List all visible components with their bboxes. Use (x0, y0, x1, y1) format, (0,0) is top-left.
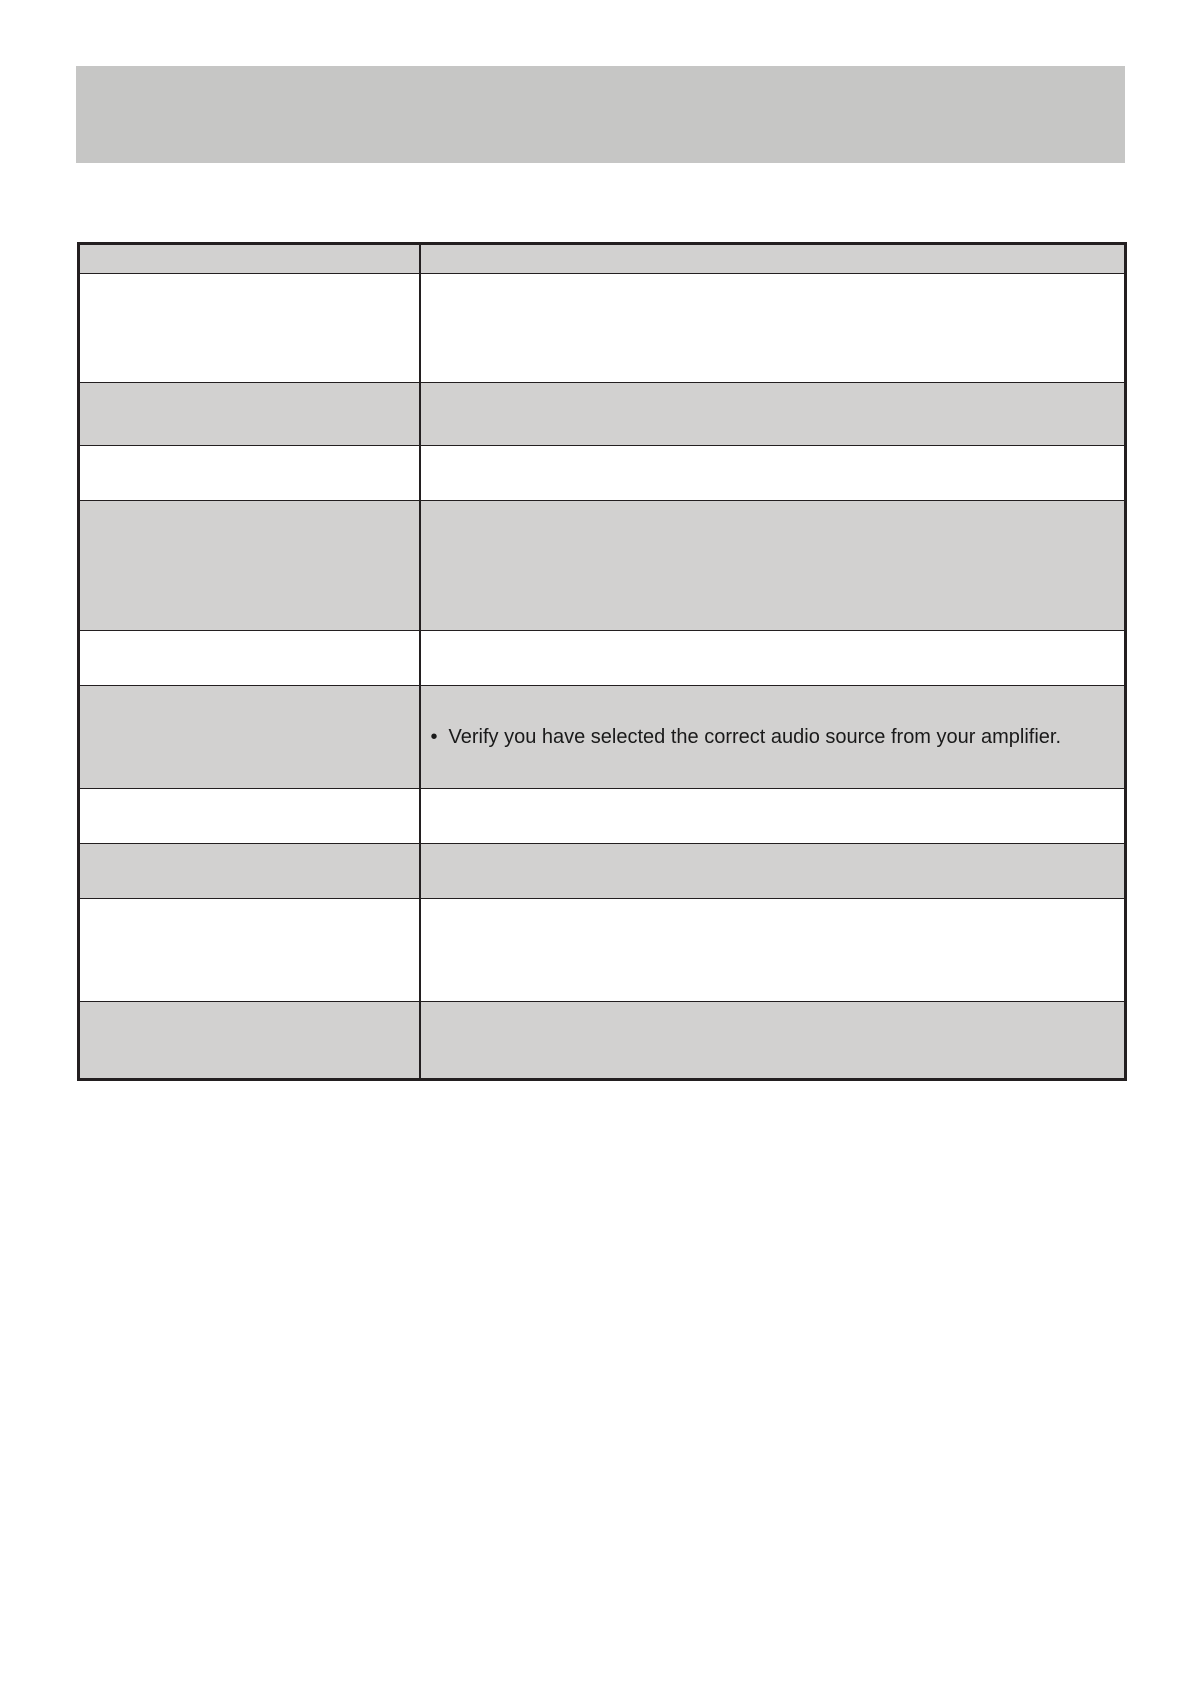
solution-cell (420, 686, 1126, 789)
problem-cell (79, 446, 420, 501)
table-row (79, 274, 1126, 383)
table-row (79, 899, 1126, 1002)
problem-column-header (79, 244, 420, 274)
solution-cell (420, 274, 1126, 383)
solution-column-header (420, 244, 1126, 274)
troubleshooting-table (77, 242, 1127, 1081)
problem-cell (79, 686, 420, 789)
problem-cell (79, 631, 420, 686)
table-header-row (79, 244, 1126, 274)
solution-cell (420, 446, 1126, 501)
table-row (79, 686, 1126, 789)
table-row (79, 844, 1126, 899)
problem-cell (79, 1002, 420, 1080)
solution-bullet-item (431, 724, 1115, 750)
problem-cell (79, 501, 420, 631)
table-row (79, 501, 1126, 631)
problem-cell (79, 899, 420, 1002)
problem-cell (79, 383, 420, 446)
problem-cell (79, 844, 420, 899)
solution-text: Verify you have selected the correct audio source from your amplifier. (448, 726, 1062, 748)
solution-cell (420, 899, 1126, 1002)
table-row (79, 631, 1126, 686)
solution-cell (420, 631, 1126, 686)
solution-cell (420, 383, 1126, 446)
table-row (79, 1002, 1126, 1080)
solution-cell (420, 501, 1126, 631)
problem-cell (79, 274, 420, 383)
problem-cell (79, 789, 420, 844)
table-row (79, 446, 1126, 501)
table-row (79, 383, 1126, 446)
section-header-band (76, 66, 1125, 163)
bullet-marker: • (430, 726, 438, 748)
table-row (79, 789, 1126, 844)
solution-cell (420, 1002, 1126, 1080)
solution-cell (420, 789, 1126, 844)
solution-cell (420, 844, 1126, 899)
